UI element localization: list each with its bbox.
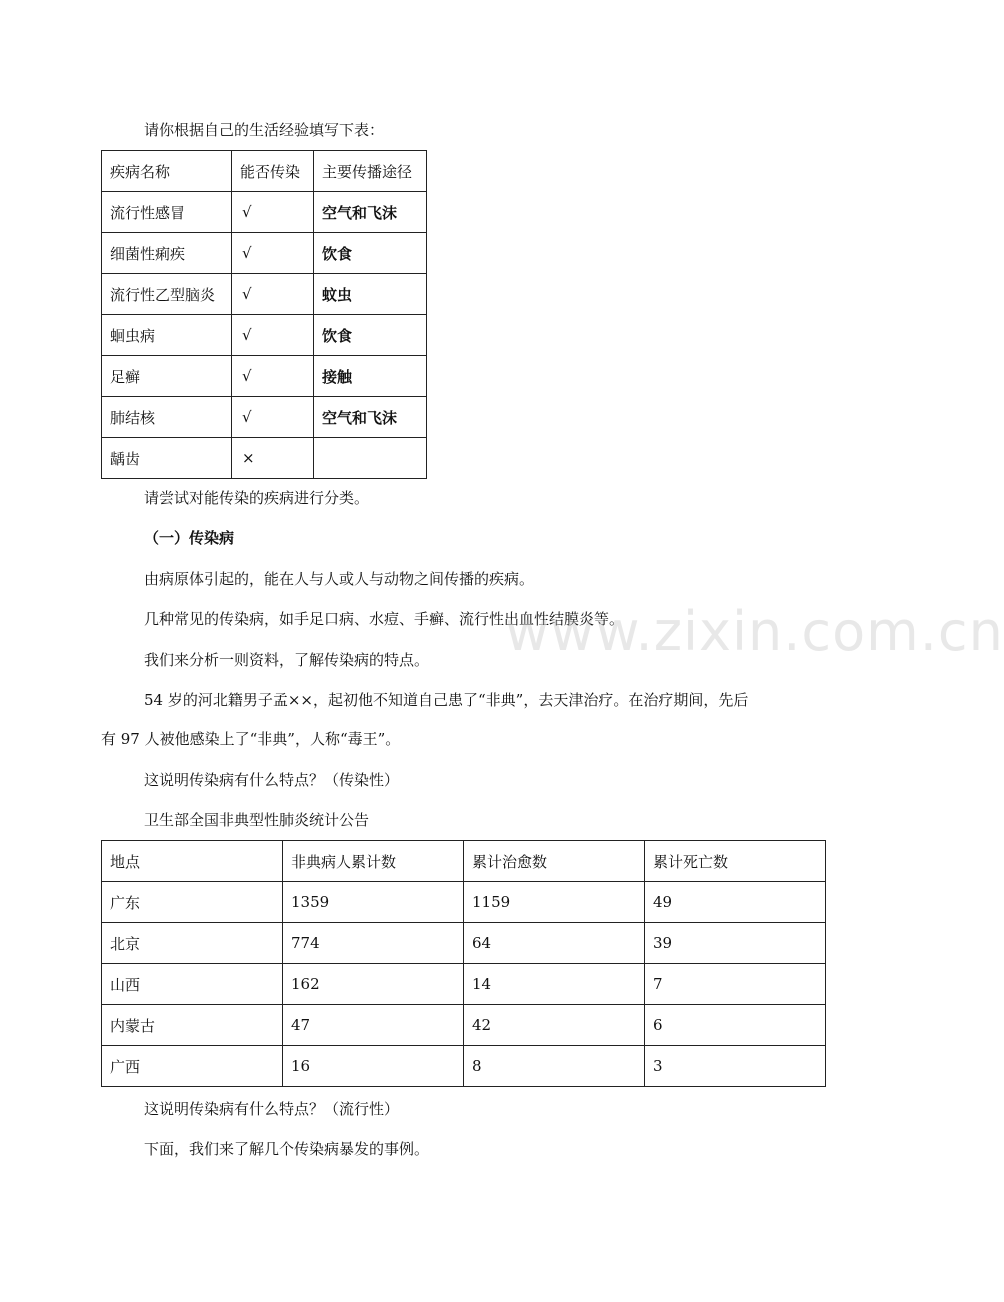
disease-name-cell: 流行性感冒 xyxy=(102,192,232,233)
cases-cell: 774 xyxy=(283,923,464,964)
table-row xyxy=(102,964,826,1005)
disease-table xyxy=(101,150,427,479)
disease-name-cell: 细菌性痢疾 xyxy=(102,233,232,274)
table-header-row xyxy=(102,151,427,192)
route-cell xyxy=(314,438,427,479)
location-cell: 广东 xyxy=(102,882,283,923)
table-row xyxy=(102,438,427,479)
cases-cell: 1359 xyxy=(283,882,464,923)
route-cell: 空气和飞沫 xyxy=(314,397,427,438)
table-row xyxy=(102,315,427,356)
header-cell: 累计治愈数 xyxy=(464,841,645,882)
location-cell: 山西 xyxy=(102,964,283,1005)
cured-cell: 64 xyxy=(464,923,645,964)
table-row xyxy=(102,882,826,923)
outbreak-paragraph: 下面，我们来了解几个传染病暴发的事例。 xyxy=(144,1140,430,1158)
case-paragraph-line2: 有 97 人被他感染上了“非典”，人称“毒王”。 xyxy=(101,730,401,748)
header-cell: 疾病名称 xyxy=(102,151,232,192)
intro-paragraph: 请你根据自己的生活经验填写下表： xyxy=(144,121,385,139)
route-cell: 蚊虫 xyxy=(314,274,427,315)
cases-cell: 16 xyxy=(283,1046,464,1087)
header-cell: 非典病人累计数 xyxy=(283,841,464,882)
question-contagious: 这说明传染病有什么特点？（传染性） xyxy=(144,771,400,789)
cured-cell: 42 xyxy=(464,1005,645,1046)
deaths-cell: 6 xyxy=(645,1005,826,1046)
header-cell: 地点 xyxy=(102,841,283,882)
examples-paragraph: 几种常见的传染病，如手足口病、水痘、手癣、流行性出血性结膜炎等。 xyxy=(144,610,625,628)
analyze-paragraph: 我们来分析一则资料，了解传染病的特点。 xyxy=(144,651,430,669)
header-cell: 能否传染 xyxy=(232,151,314,192)
contagious-cell: √ xyxy=(232,356,314,397)
cured-cell: 1159 xyxy=(464,882,645,923)
location-cell: 北京 xyxy=(102,923,283,964)
table-row xyxy=(102,923,826,964)
contagious-cell: √ xyxy=(232,233,314,274)
table-header-row xyxy=(102,841,826,882)
table-row xyxy=(102,192,427,233)
location-cell: 内蒙古 xyxy=(102,1005,283,1046)
disease-name-cell: 龋齿 xyxy=(102,438,232,479)
stats-table-title: 卫生部全国非典型性肺炎统计公告 xyxy=(144,811,370,829)
location-cell: 广西 xyxy=(102,1046,283,1087)
table-row xyxy=(102,356,427,397)
table-row xyxy=(102,1046,826,1087)
contagious-cell: √ xyxy=(232,397,314,438)
deaths-cell: 3 xyxy=(645,1046,826,1087)
route-cell: 饮食 xyxy=(314,315,427,356)
table-row xyxy=(102,397,427,438)
header-cell: 累计死亡数 xyxy=(645,841,826,882)
section-title: （一）传染病 xyxy=(144,529,235,547)
table-row xyxy=(102,233,427,274)
contagious-cell: √ xyxy=(232,315,314,356)
disease-name-cell: 蛔虫病 xyxy=(102,315,232,356)
disease-name-cell: 流行性乙型脑炎 xyxy=(102,274,232,315)
contagious-cell: √ xyxy=(232,192,314,233)
classify-paragraph: 请尝试对能传染的疾病进行分类。 xyxy=(144,489,370,507)
watermark: www.zixin.com.cn xyxy=(505,600,1004,663)
table-row xyxy=(102,274,427,315)
deaths-cell: 49 xyxy=(645,882,826,923)
sars-stats-table xyxy=(101,840,826,1087)
question-epidemic: 这说明传染病有什么特点？（流行性） xyxy=(144,1100,400,1118)
deaths-cell: 39 xyxy=(645,923,826,964)
route-cell: 饮食 xyxy=(314,233,427,274)
route-cell: 空气和飞沫 xyxy=(314,192,427,233)
cured-cell: 14 xyxy=(464,964,645,1005)
deaths-cell: 7 xyxy=(645,964,826,1005)
contagious-cell: √ xyxy=(232,274,314,315)
definition-paragraph: 由病原体引起的，能在人与人或人与动物之间传播的疾病。 xyxy=(144,570,535,588)
table-row xyxy=(102,1005,826,1046)
route-cell: 接触 xyxy=(314,356,427,397)
cases-cell: 162 xyxy=(283,964,464,1005)
header-cell: 主要传播途径 xyxy=(314,151,427,192)
cured-cell: 8 xyxy=(464,1046,645,1087)
disease-name-cell: 足癣 xyxy=(102,356,232,397)
cases-cell: 47 xyxy=(283,1005,464,1046)
disease-name-cell: 肺结核 xyxy=(102,397,232,438)
case-paragraph-line1: 54 岁的河北籍男子孟××，起初他不知道自己患了“非典”，去天津治疗。在治疗期间，先后 xyxy=(144,691,749,709)
contagious-cell: × xyxy=(232,438,314,479)
